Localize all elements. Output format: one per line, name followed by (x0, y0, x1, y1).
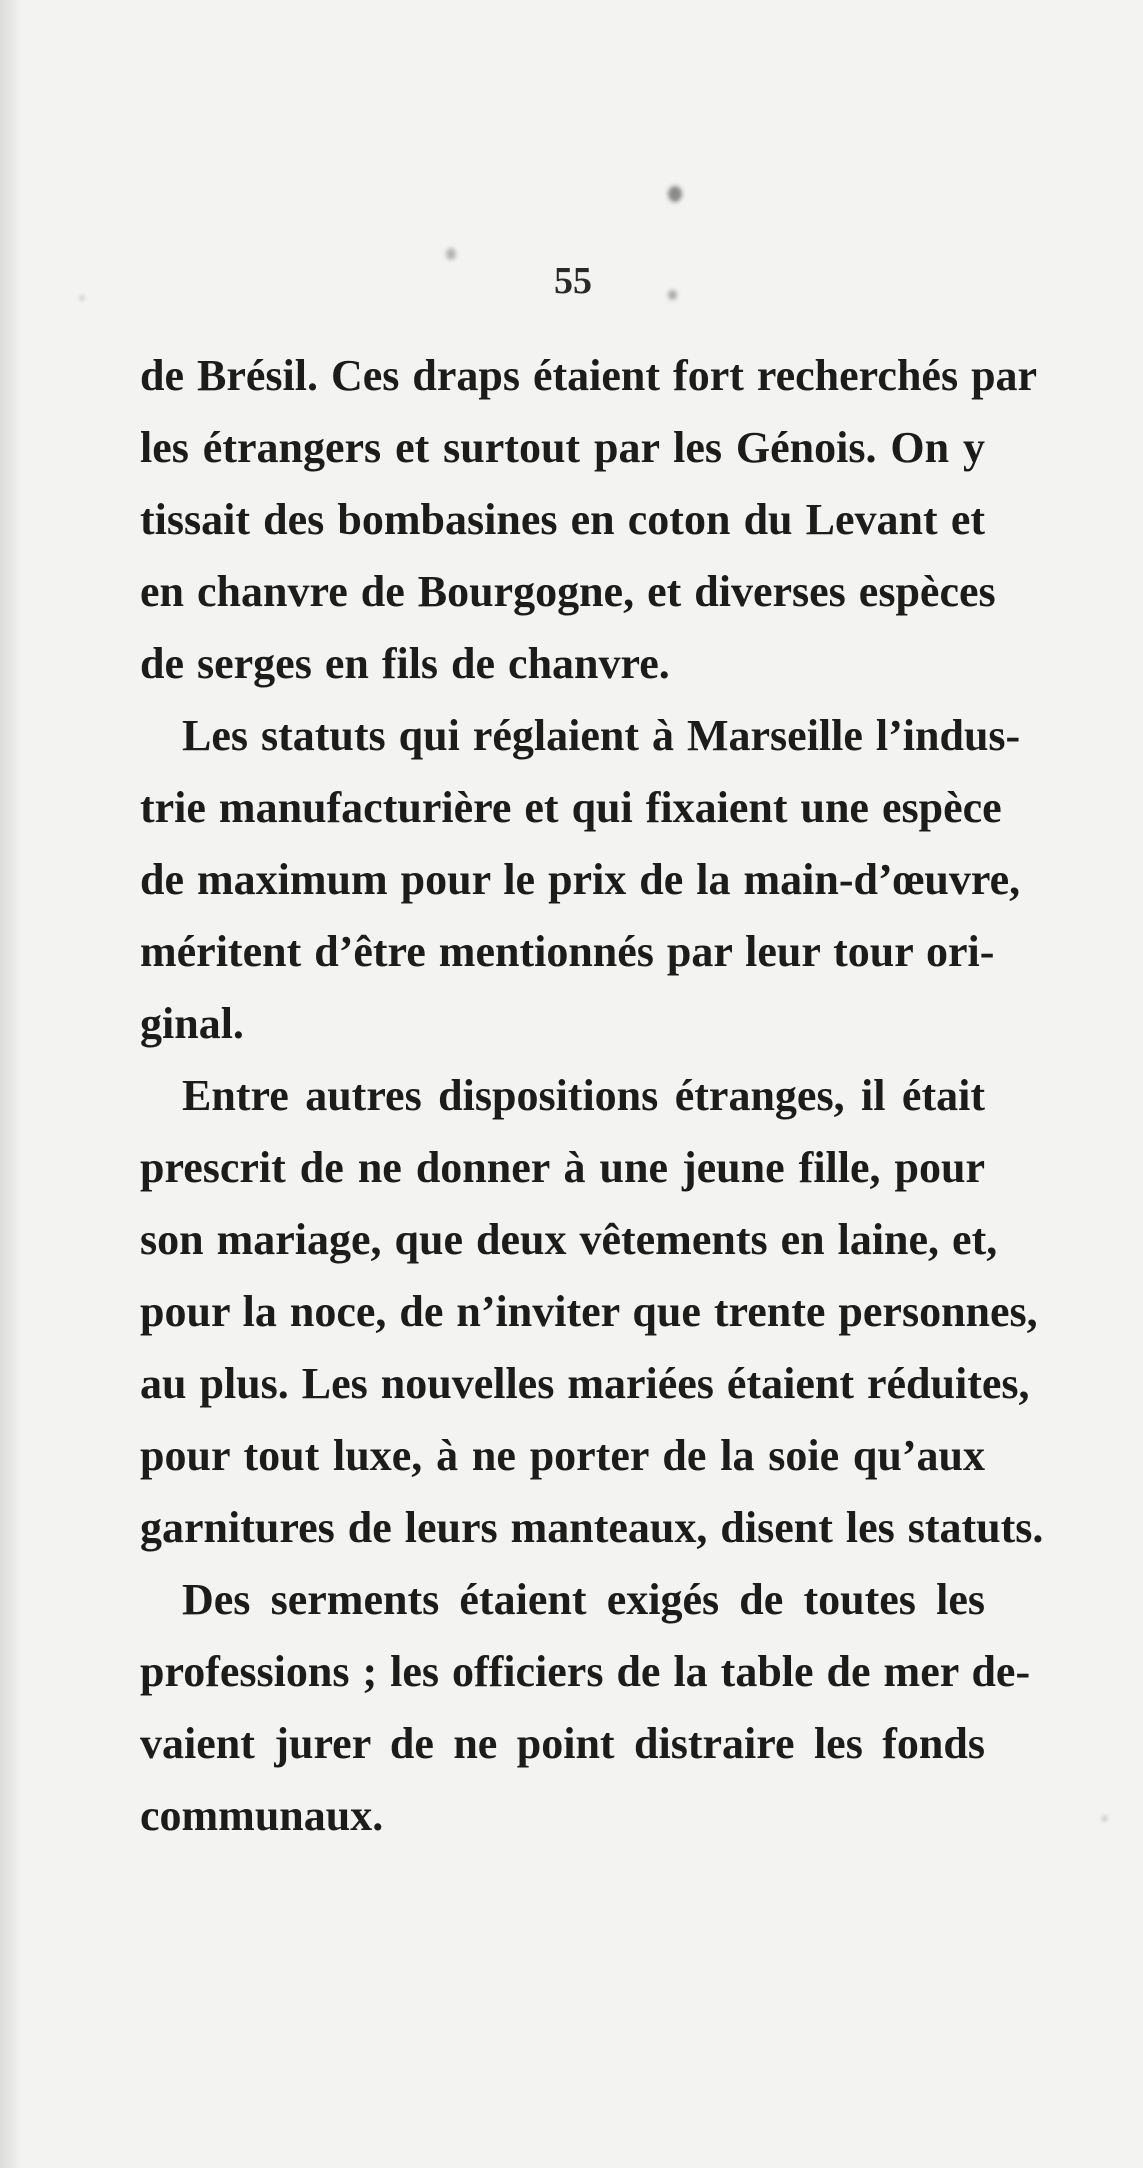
body-text (140, 340, 1044, 1852)
text-line: ginal. (140, 999, 244, 1048)
text-line: de Brésil. Ces draps étaient fort recherchés par (140, 351, 1038, 400)
text-line: pour la noce, de n’inviter que trente personnes, (140, 1287, 1038, 1336)
text-line: vaient jurer de ne point distraire les fonds (140, 1719, 985, 1768)
text-line: les étrangers et surtout par les Génois. On y (140, 423, 985, 472)
text-line: garnitures de leurs manteaux, disent les statuts. (140, 1503, 1044, 1552)
paragraph (140, 700, 1021, 1060)
text-line: en chanvre de Bourgogne, et diverses espèces (140, 567, 996, 616)
text-line: professions ; les officiers de la table de mer de- (140, 1647, 1031, 1696)
text-line: Entre autres dispositions étranges, il était (182, 1071, 985, 1120)
text-line: tissait des bombasines en coton du Levant et (140, 495, 985, 544)
text-line: pour tout luxe, à ne porter de la soie qu’aux (140, 1431, 985, 1480)
page-edge-shadow (0, 0, 22, 2168)
text-line: méritent d’être mentionnés par leur tour ori- (140, 927, 995, 976)
text-line: de maximum pour le prix de la main-d’œuvre, (140, 855, 1021, 904)
ink-speck (668, 186, 682, 202)
page-number: 55 (554, 260, 592, 302)
text-line: Des serments étaient exigés de toutes les (182, 1575, 985, 1624)
ink-speck (668, 290, 677, 300)
text-line: au plus. Les nouvelles mariées étaient réduites, (140, 1359, 1030, 1408)
paragraph (140, 1060, 1044, 1564)
text-line: Les statuts qui réglaient à Marseille l’indus- (182, 711, 1021, 760)
ink-speck (80, 296, 84, 300)
ink-speck (446, 248, 456, 260)
text-line: communaux. (140, 1791, 384, 1840)
text-line: trie manufacturière et qui fixaient une espèce (140, 783, 1002, 832)
paragraph (140, 340, 1038, 700)
text-line: prescrit de ne donner à une jeune fille, pour (140, 1143, 985, 1192)
text-line: son mariage, que deux vêtements en laine, et, (140, 1215, 998, 1264)
text-line: de serges en fils de chanvre. (140, 639, 670, 688)
paragraph (140, 1564, 1031, 1852)
ink-speck (1102, 1816, 1107, 1821)
